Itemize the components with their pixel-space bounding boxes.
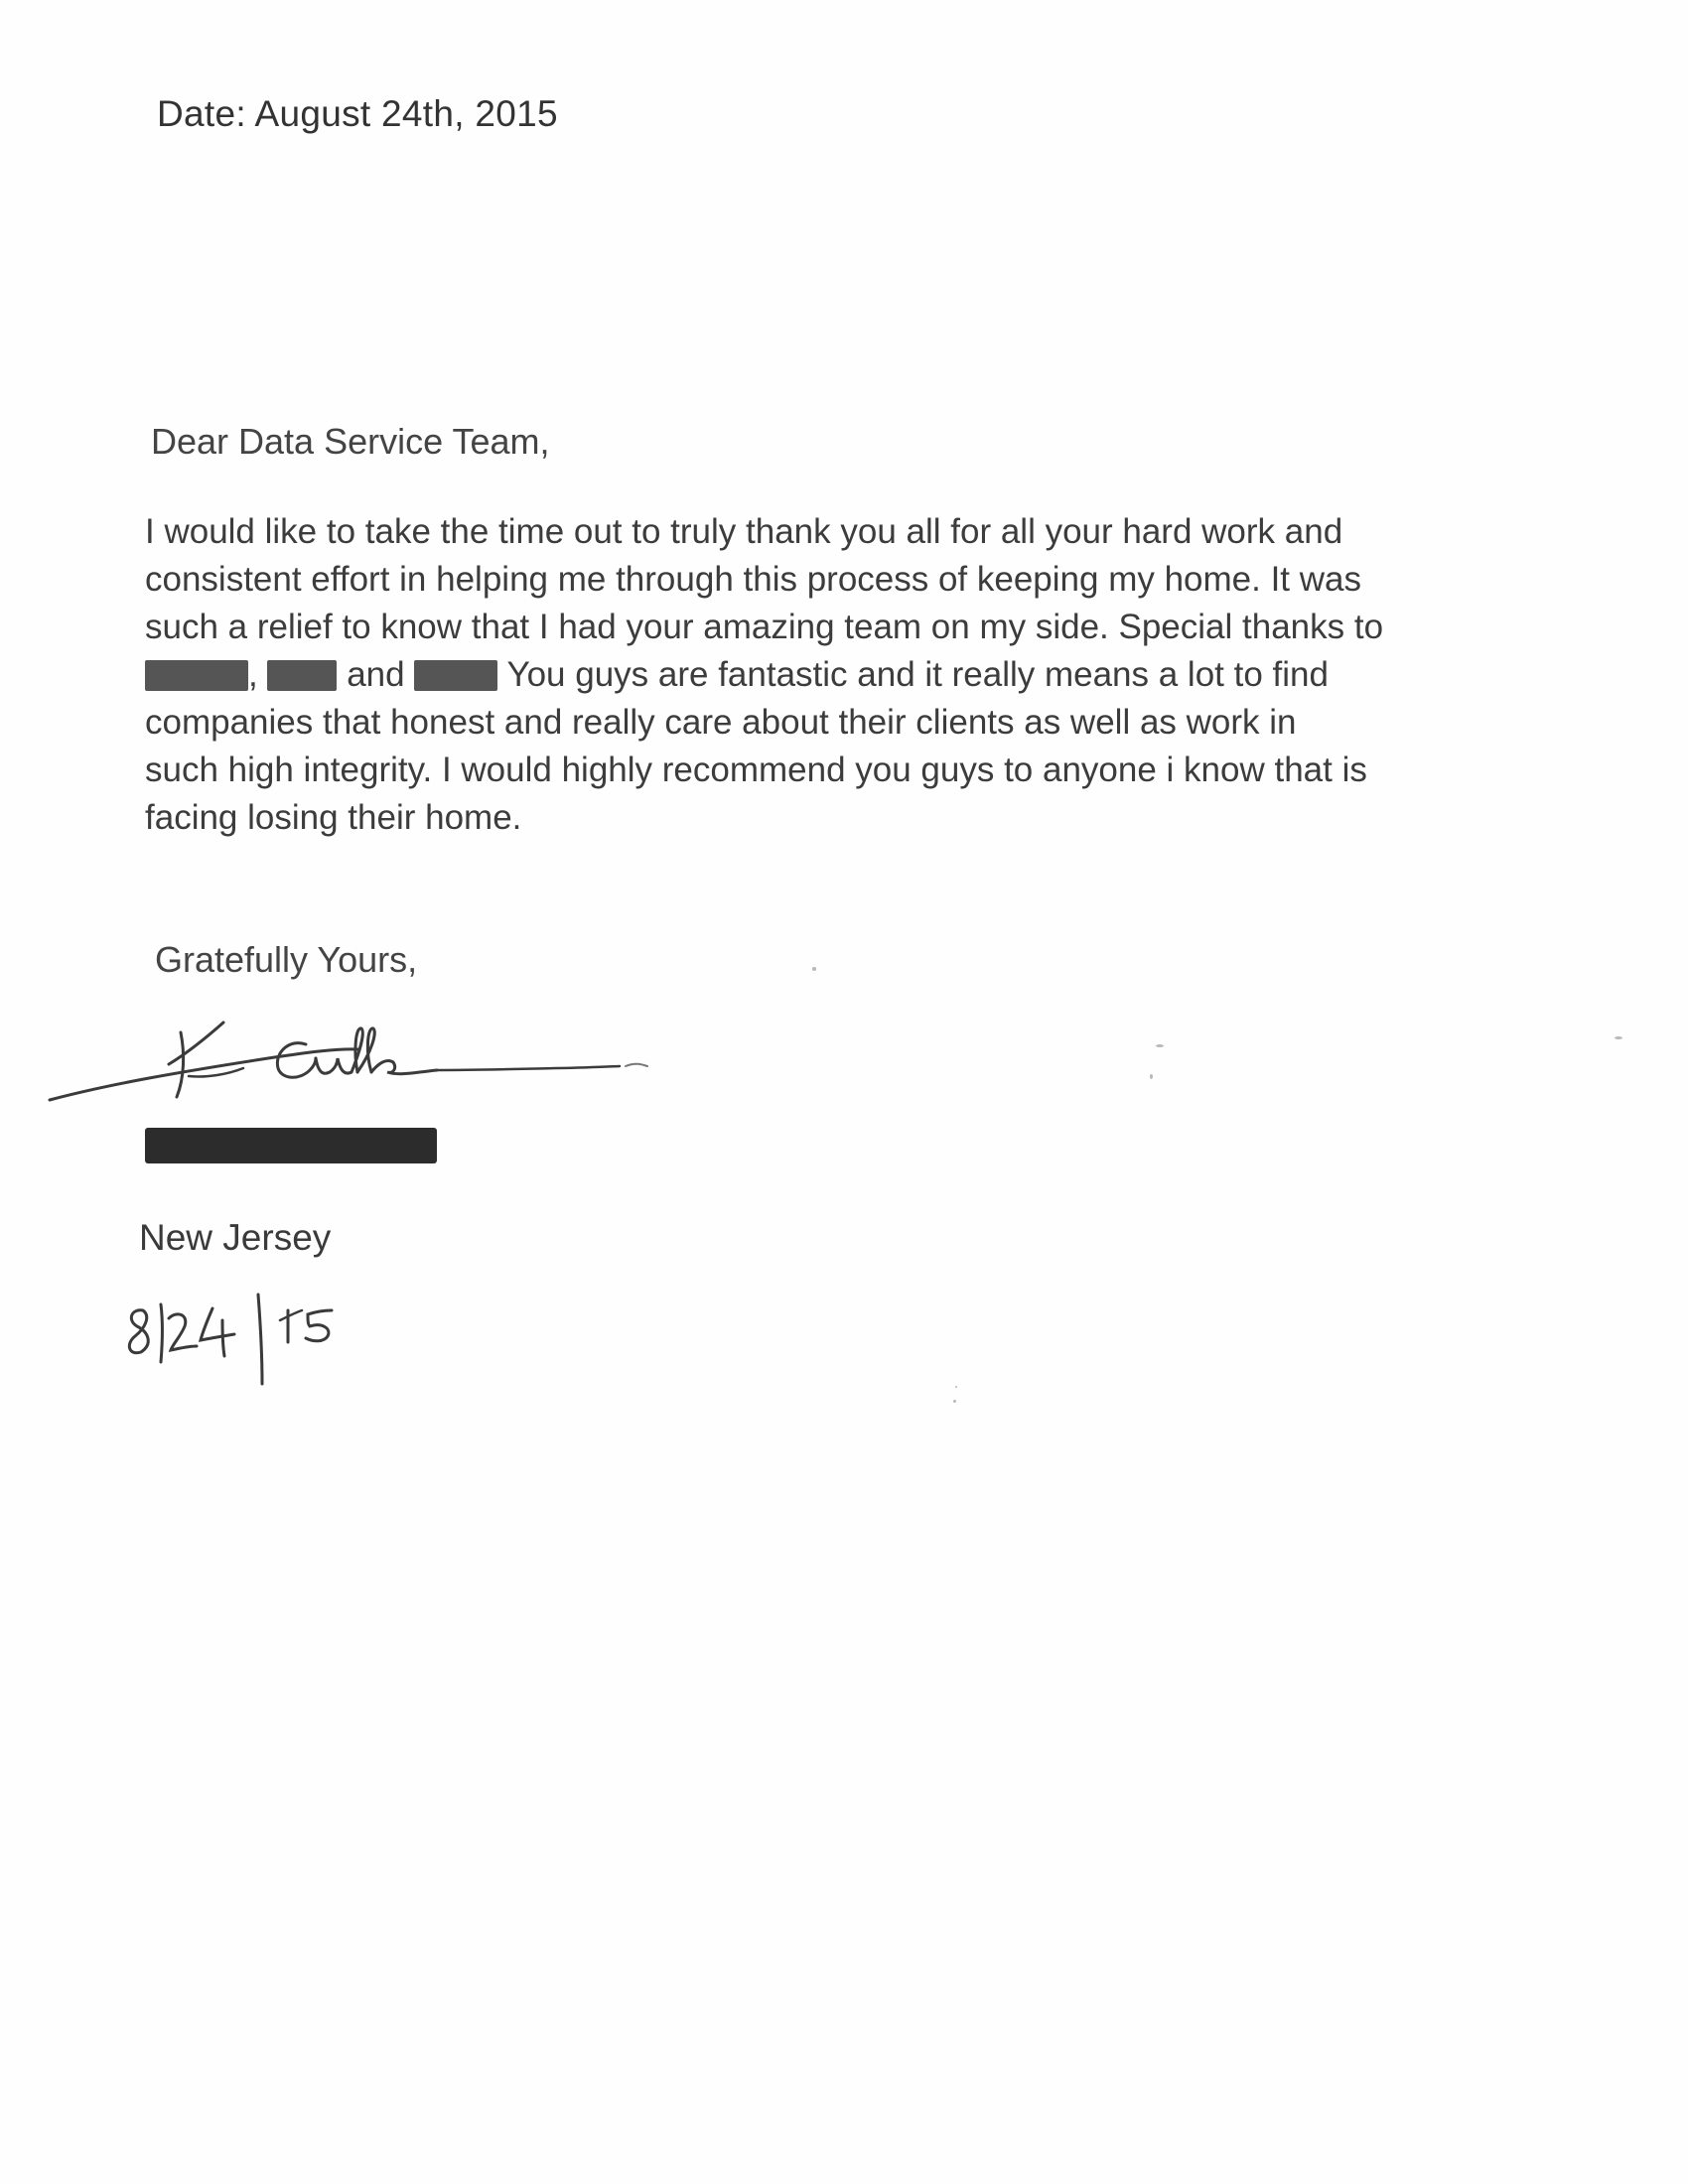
redacted-name-2 [267, 660, 337, 691]
letter-location: New Jersey [139, 1217, 332, 1258]
body-line-4 [145, 651, 1634, 699]
body-line-1: I would like to take the time out to truly thank you all for all your hard work and [145, 512, 1343, 551]
body-line-4-comma: , [248, 655, 258, 694]
body-line-5: companies that honest and really care about their clients as well as work in [145, 703, 1297, 742]
body-line-4-rest: You guys are fantastic and it really means a lot to find [506, 655, 1329, 694]
scan-speck [955, 1386, 957, 1388]
redacted-signer-name [145, 1128, 437, 1163]
scan-speck [1615, 1036, 1622, 1039]
letter-greeting: Dear Data Service Team, [151, 421, 550, 462]
body-line-6: such high integrity. I would highly recommend you guys to anyone i know that is [145, 751, 1367, 789]
redacted-name-3 [414, 660, 497, 691]
body-line-2: consistent effort in helping me through this process of keeping my home. It was [145, 560, 1361, 599]
body-line-4-and: and [347, 655, 405, 694]
letter-closing: Gratefully Yours, [155, 939, 418, 980]
scan-speck [812, 967, 816, 971]
letter-body [145, 508, 1634, 842]
body-line-7: facing losing their home. [145, 798, 522, 837]
scan-speck [953, 1400, 956, 1403]
letter-date: Date: August 24th, 2015 [157, 93, 558, 134]
handwritten-date [119, 1281, 357, 1390]
scan-speck [1150, 1074, 1153, 1079]
body-line-3: such a relief to know that I had your amazing team on my side. Special thanks to [145, 608, 1384, 646]
redacted-name-1 [145, 660, 248, 691]
scan-speck [1156, 1044, 1164, 1047]
handwritten-signature [40, 993, 715, 1122]
